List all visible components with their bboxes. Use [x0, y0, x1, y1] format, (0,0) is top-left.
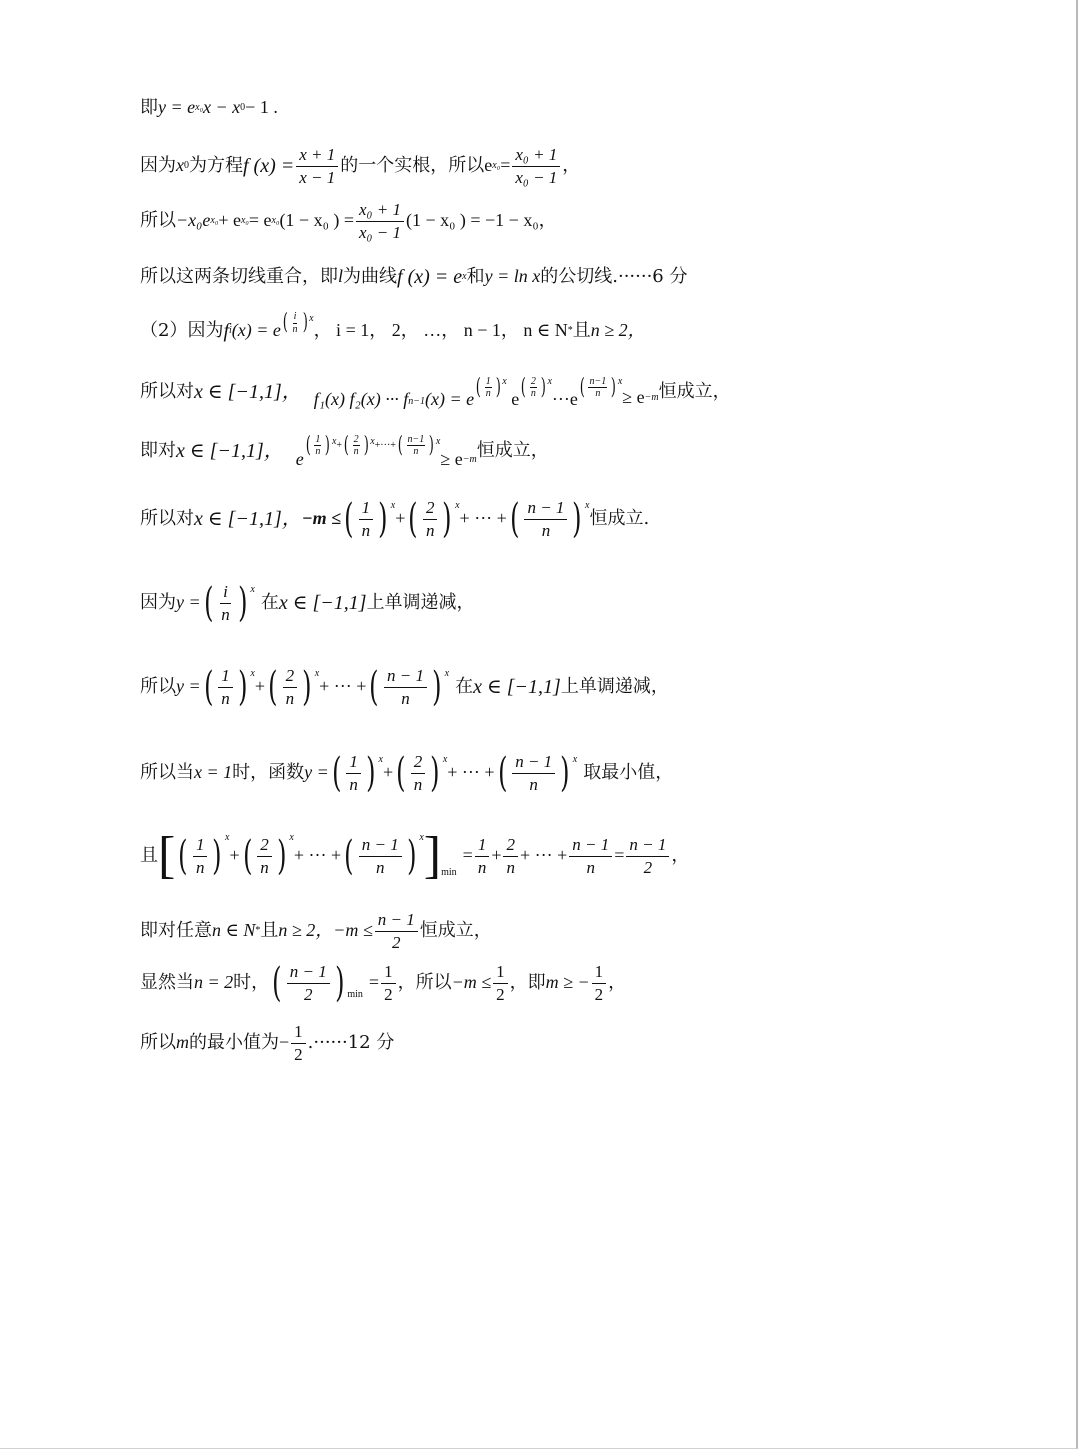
math-sup: x	[502, 376, 507, 387]
denominator: n	[260, 857, 269, 877]
math: x ∈ [−1,1]，	[194, 508, 302, 531]
fraction	[512, 145, 560, 187]
numerator: x₀ + 1	[356, 200, 404, 222]
text: ，即	[509, 972, 546, 994]
fraction	[356, 200, 404, 242]
denominator: n	[529, 774, 538, 794]
math: + ··· +	[447, 762, 495, 783]
text: 且	[572, 320, 591, 342]
denominator: n	[315, 446, 321, 458]
text: 的公切线.······6 分	[540, 266, 688, 288]
math-sup: x	[225, 832, 230, 843]
denominator: 2	[496, 984, 505, 1004]
numerator: n−1	[407, 433, 425, 445]
math-sup: x	[585, 500, 590, 511]
math: −m ≤	[451, 972, 492, 993]
math: −m ≤	[333, 920, 373, 941]
math: + ··· +	[293, 845, 342, 866]
text: 恒成立，	[419, 920, 492, 942]
math: n ≥ 2，	[590, 320, 646, 341]
math: +	[395, 508, 406, 529]
math-sup: x	[250, 668, 255, 679]
solution-line-6: 所以对 x ∈ [−1,1]， f₁(x) f₂(x) ··· f n−1 (x) = e ( $\frac{1}{n}$ ) x e ( $\frac{2}{n}$ ) x ···e ( $\frac{n-1}{n}$ ) x ≥ e −m 恒成立，	[140, 374, 731, 409]
denominator: x₀ − 1	[515, 167, 558, 187]
math-sup: x	[331, 435, 337, 447]
numerator: 2	[411, 752, 426, 774]
solution-line-2: 因为 x 0 为方程 f (x) = $\frac{x + 1}{x - 1}$ 的一个实根，所以 e x₀ = $\frac{\text{x₀ + 1}}{\text{x₀ − 1}}$ ，	[140, 145, 581, 187]
solution-line-13: 即对任意 n ∈ N * 且 n ≥ 2， −m ≤ $\frac{n - 1}{2}$ 恒成立，	[140, 910, 492, 952]
solution-line-11: 所以当 x = 1 时，函数 y = ( $\frac{1}{n}$ ) x + ( $\frac{2}{n}$ ) x + ··· + ( $\frac{n - 1}{n}$ ) x 取最小值，	[140, 750, 674, 797]
numerator: 1	[291, 1022, 306, 1044]
solution-line-1: 即 y = e x₀ x − x 0 − 1 .	[140, 97, 278, 118]
math: f (x) = e	[397, 266, 463, 288]
math: =	[462, 845, 473, 866]
denominator: 2	[392, 932, 401, 952]
math: −m ≤	[301, 508, 342, 529]
text: 的最小值为	[189, 1032, 279, 1054]
numerator: 2	[257, 835, 272, 857]
numerator: 2	[503, 835, 518, 857]
numerator: 1	[359, 498, 374, 520]
math: e	[484, 155, 493, 176]
denominator: n	[195, 857, 205, 877]
math-sup: x	[250, 584, 255, 595]
math: x − x	[203, 97, 241, 117]
math: y =	[176, 676, 201, 697]
math: +···+	[374, 440, 396, 452]
text: 所以对	[140, 381, 194, 402]
math: (1 − x₀ ) =	[279, 210, 355, 231]
math: − 1 .	[245, 97, 278, 117]
text: 和	[466, 266, 485, 288]
denominator: n	[595, 388, 601, 400]
text: 为方程	[189, 155, 243, 177]
denominator: 2	[594, 984, 604, 1004]
math: f	[223, 320, 230, 342]
text: 上单调递减，	[560, 676, 669, 698]
math-sup: x	[390, 500, 396, 511]
math: +	[382, 762, 394, 783]
text: ，	[562, 155, 581, 177]
text: 的一个实根，所以	[340, 155, 485, 177]
denominator: x₀ − 1	[359, 222, 401, 242]
text: 恒成立，	[476, 440, 549, 461]
math: x ∈ [−1,1]，	[176, 439, 284, 462]
math-sup: x	[309, 313, 314, 324]
text: 显然当	[140, 972, 194, 994]
fraction	[296, 145, 338, 187]
text: 且	[140, 845, 158, 867]
math: y =	[176, 592, 201, 613]
denominator: n	[221, 688, 230, 708]
numerator: 1	[346, 752, 361, 774]
numerator: n − 1	[375, 910, 418, 932]
numerator: i	[220, 582, 231, 604]
solution-line-5: （2）因为 f i (x) = e ( $\frac{i}{n}$ ) x ， i = 1， 2， …， n − 1， n ∈ N * 且 n ≥ 2，	[140, 310, 646, 342]
numerator: 1	[475, 835, 490, 857]
solution-line-3: 所以 −x₀e x₀ + e x₀ = e x₀ (1 − x₀ ) = $\frac{\text{x₀ + 1}}{\text{x₀ − 1}}$ (1 − x₀ ) = −1 − x₀ ，	[140, 200, 557, 242]
math: e	[295, 449, 304, 469]
numerator: 1	[592, 962, 607, 984]
text: 时，函数	[232, 762, 305, 784]
math: (x) = e	[424, 389, 475, 409]
solution-line-7: 即对 x ∈ [−1,1]， e ( $\frac{1}{n}$ ) x + ( $\frac{2}{n}$ ) x +···+ ( $\frac{n-1}{n}$ ) x ≥ e −m 恒成立，	[140, 432, 549, 469]
numerator: 1	[315, 433, 321, 445]
math: +	[254, 676, 265, 697]
numerator: 1	[218, 666, 233, 688]
math: m	[176, 1032, 189, 1053]
denominator: 2	[304, 984, 313, 1004]
math: f₁(x) f₂(x) ··· f	[313, 389, 409, 409]
math: n = 2	[194, 972, 234, 993]
denominator: n	[221, 604, 230, 624]
text: 即对任意	[140, 920, 212, 942]
text: 即	[140, 97, 158, 118]
math-sup: x	[370, 435, 375, 447]
math: −	[279, 1032, 290, 1053]
numerator: n − 1	[384, 666, 427, 688]
denominator: 2	[643, 857, 653, 877]
numerator: 1	[493, 962, 508, 984]
math: n ≥ 2，	[278, 920, 334, 941]
math: x ∈ [−1,1]	[278, 592, 367, 615]
math: x ∈ [−1,1]	[473, 676, 561, 699]
math: = e	[248, 210, 272, 231]
denominator: n	[541, 520, 551, 540]
math: +	[336, 440, 343, 452]
denominator: n	[477, 857, 487, 877]
denominator: n	[375, 857, 385, 877]
math: y = ln x	[484, 266, 541, 287]
text: 所以这两条切线重合，即	[140, 266, 338, 288]
text: 为曲线	[343, 266, 398, 288]
numerator: n − 1	[287, 962, 330, 984]
numerator: x + 1	[296, 145, 338, 167]
solution-line-10: 所以 y = ( $\frac{1}{n}$ ) x + ( $\frac{2}{n}$ ) x + ··· + ( $\frac{n - 1}{n}$ ) x 在 x ∈ [−1,1] 上单调递减，	[140, 664, 669, 711]
text: 所以	[140, 1032, 176, 1054]
denominator: n	[353, 446, 359, 458]
text: 所以	[140, 210, 176, 232]
denominator: 2	[294, 1044, 303, 1064]
text: 在	[260, 592, 279, 614]
math: x = 1	[194, 762, 233, 783]
text: 所以对	[140, 508, 194, 530]
denominator: n	[425, 520, 435, 540]
math-sup: x	[617, 376, 623, 387]
math-sub: min	[441, 867, 457, 878]
text: ，	[608, 972, 627, 994]
math-sup: x	[442, 754, 448, 765]
numerator: 1	[193, 835, 208, 857]
math: −x₀e	[176, 210, 211, 231]
text: 时，	[233, 972, 270, 994]
text: ，	[671, 845, 690, 867]
math-sup: x	[572, 754, 578, 765]
math: =	[368, 972, 380, 993]
solution-line-12: 且 [ ( $\frac{1}{n}$ ) x + ( $\frac{2}{n}$ ) x + ··· + ( $\frac{n - 1}{n}$ ) x ] min = $\frac{1}{n}$ + $\frac{2}{n}$ + ··· + $\frac{n - 1}{n}$ = $\frac{n - 1}{2}$ ，	[140, 827, 690, 884]
math-sup: x	[378, 754, 383, 765]
math: =	[500, 155, 511, 176]
text: 恒成立，	[658, 381, 731, 402]
math: =	[614, 845, 625, 866]
numerator: n − 1	[359, 835, 402, 857]
denominator: n	[485, 388, 491, 400]
text: （2）因为	[140, 320, 224, 342]
math: +	[229, 845, 240, 866]
denominator: n	[401, 688, 410, 708]
math-sub: min	[347, 989, 363, 1001]
math-sup: x	[314, 668, 320, 679]
math: l	[338, 266, 344, 287]
denominator: 2	[384, 984, 393, 1004]
denominator: n	[413, 446, 419, 458]
text: ，所以	[397, 972, 452, 994]
solution-line-14: 显然当 n = 2 时， ( $\frac{n - 1}{2}$ ) min = $\frac{1}{2}$ ，所以 −m ≤ $\frac{1}{2}$ ，即 m ≥ − $\frac{1}{2}$ ，	[140, 960, 627, 1007]
math: x	[176, 155, 184, 176]
numerator: x₀ + 1	[512, 145, 560, 167]
solution-line-9: 因为 y = ( $\frac{i}{n}$ ) x 在 x ∈ [−1,1] 上单调递减，	[140, 580, 475, 627]
denominator: n	[285, 688, 295, 708]
numerator: n − 1	[524, 498, 567, 520]
numerator: 1	[381, 962, 396, 984]
text: ，	[538, 210, 557, 232]
text: 取最小值，	[583, 762, 674, 784]
text: 且	[260, 920, 279, 942]
text: 因为	[140, 592, 176, 614]
math-sup: x	[455, 500, 460, 511]
numerator: 2	[530, 375, 536, 387]
math: (1 − x₀ ) = −1 − x₀	[405, 210, 539, 231]
math: n ∈ N	[212, 920, 256, 941]
math: + ··· +	[319, 676, 367, 697]
text: 在	[455, 676, 474, 698]
denominator: n	[586, 857, 596, 877]
solution-line-8: 所以对 x ∈ [−1,1]， −m ≤ ( $\frac{1}{n}$ ) x + ( $\frac{2}{n}$ ) x + ··· + ( $\frac{n - 1}{n}$ ) x 恒成立.	[140, 496, 650, 543]
denominator: n	[506, 857, 515, 877]
numerator: i	[293, 311, 297, 322]
text: 所以	[140, 676, 176, 698]
exponent-group: ( $\frac{1}{n}$ ) x + ( $\frac{2}{n}$ ) x +···+ ( $\frac{n-1}{n}$ ) x	[305, 432, 441, 458]
denominator: n	[361, 520, 371, 540]
denominator: n	[413, 774, 423, 794]
solution-line-4: 所以这两条切线重合，即 l 为曲线 f (x) = e x 和 y = ln x 的公切线.······6 分	[140, 266, 688, 288]
denominator: n	[292, 323, 298, 335]
denominator: n	[530, 388, 536, 400]
math: y = e	[158, 97, 196, 117]
denominator: n	[349, 774, 358, 794]
numerator: 2	[283, 666, 298, 688]
numerator: n − 1	[569, 835, 612, 857]
math: y =	[304, 762, 329, 783]
solution-line-15	[140, 1022, 394, 1064]
math: (x) = e	[231, 320, 281, 341]
denominator: x − 1	[299, 167, 336, 187]
exponent-paren: ( $\frac{2}{n}$ )	[520, 374, 546, 400]
math: x ∈ [−1,1]，	[194, 380, 302, 403]
numerator: n − 1	[512, 752, 555, 774]
exponent-paren: ( $\frac{n-1}{n}$ )	[579, 374, 617, 400]
exponent-group	[281, 311, 314, 335]
math: f (x) =	[243, 155, 295, 178]
text: 恒成立.	[589, 508, 650, 530]
math-sup: x	[435, 435, 441, 447]
math: + e	[218, 210, 241, 231]
math: ≥ e	[440, 449, 463, 469]
math-sup: x	[547, 376, 552, 387]
math-sup: x	[289, 832, 294, 843]
text: 因为	[140, 155, 176, 177]
math: ···e	[551, 389, 578, 409]
numerator: 2	[353, 433, 359, 445]
math: m ≥ −	[545, 972, 590, 993]
numerator: n−1	[589, 375, 607, 387]
numerator: 2	[423, 498, 438, 520]
exponent-paren: ( $\frac{i}{n}$ )	[282, 310, 308, 335]
text: 所以当	[140, 762, 194, 784]
exponent-paren: ( $\frac{1}{n}$ )	[475, 374, 501, 400]
math: + ··· +	[519, 845, 568, 866]
math: + ··· +	[459, 508, 507, 529]
text: .······12 分	[307, 1032, 395, 1054]
text: 上单调递减，	[366, 592, 475, 614]
math: +	[491, 845, 502, 866]
text: 即对	[140, 440, 176, 461]
math: ≥ e	[622, 387, 645, 407]
numerator: 1	[485, 375, 491, 387]
math: ， i = 1， 2， …， n − 1， n ∈ N	[313, 320, 568, 341]
numerator: n − 1	[626, 835, 669, 857]
math-sup: x	[444, 668, 450, 679]
math-sup: x	[419, 832, 424, 843]
